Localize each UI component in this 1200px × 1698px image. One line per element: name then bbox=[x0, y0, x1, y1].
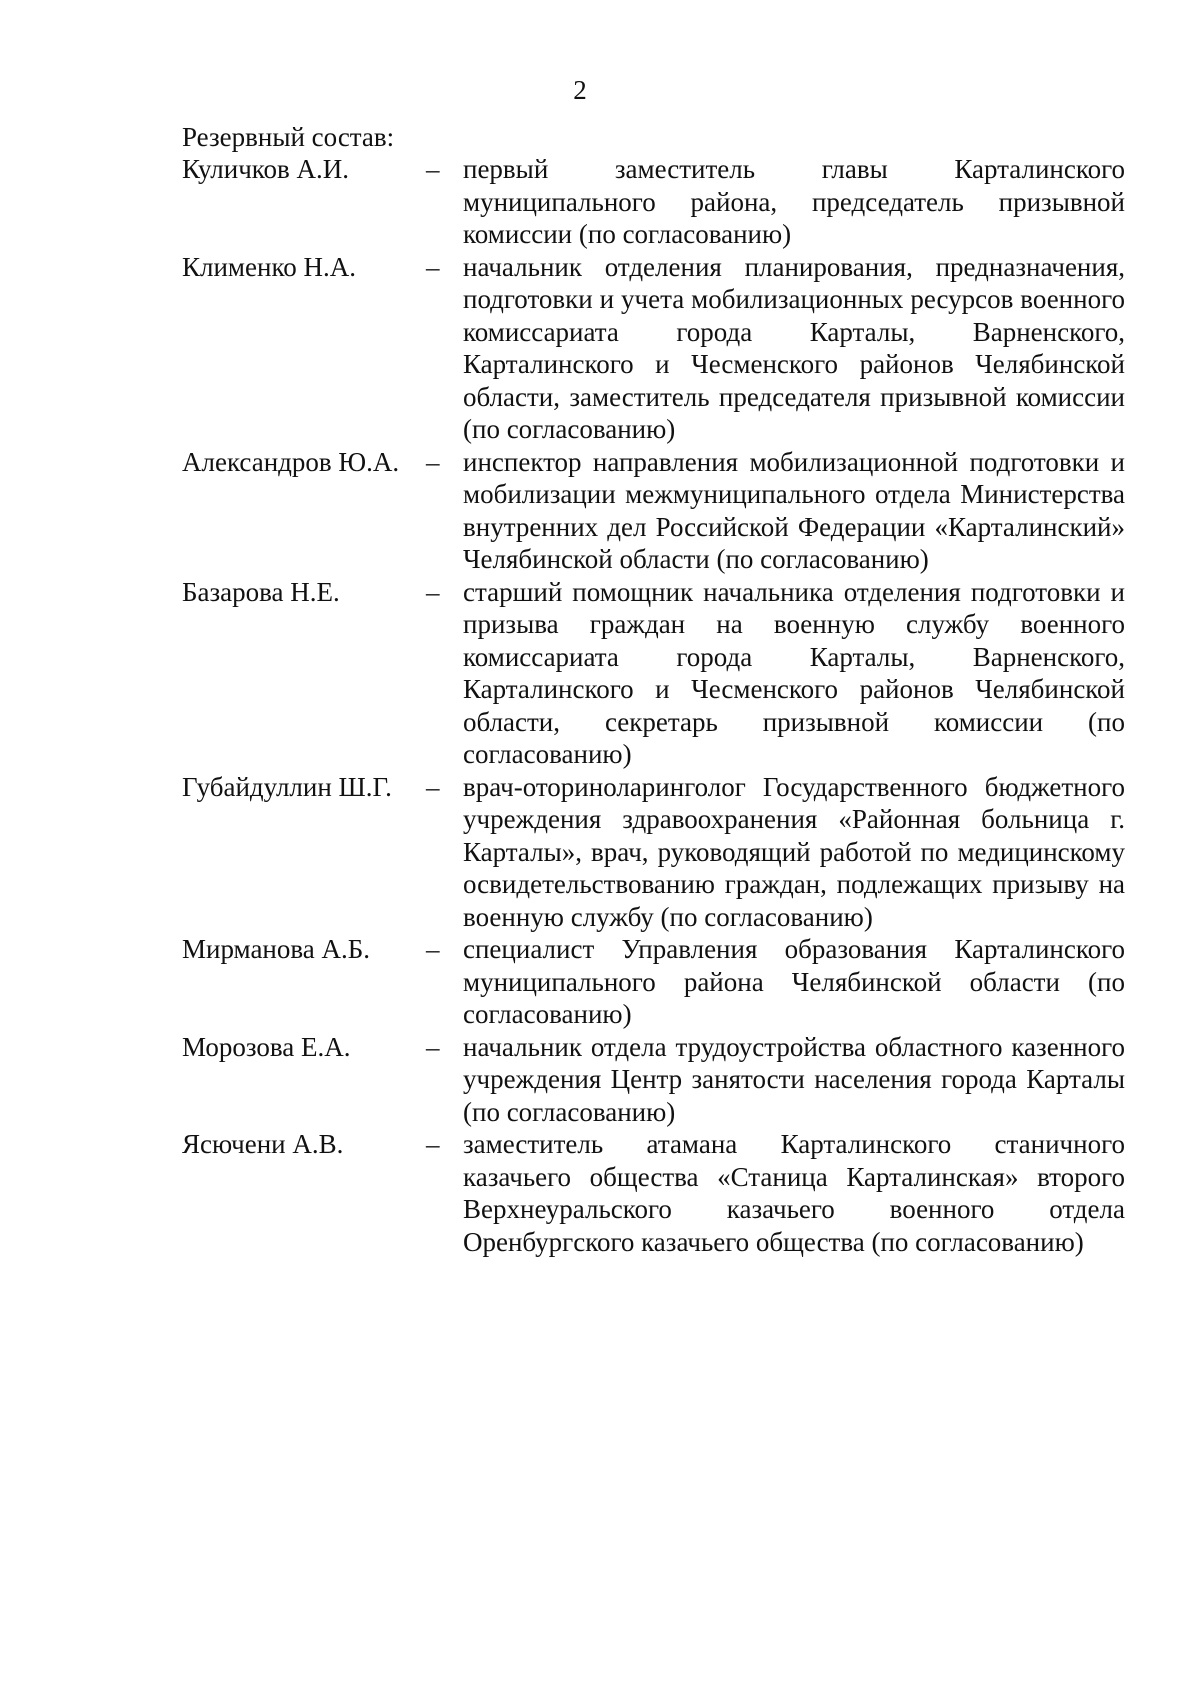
member-name: Морозова Е.А. bbox=[182, 1031, 351, 1062]
dash-separator: – bbox=[426, 771, 440, 802]
member-row bbox=[182, 153, 1125, 251]
page-number: 2 bbox=[573, 75, 587, 105]
member-row bbox=[182, 771, 1125, 934]
member-role: врач-оториноларинголог Государственного бюджетного учреждения здравоохранения «Районная больница г. Карталы», врач, руководящий работой по медицинскому освидетельствованию граждан, подлежащих призыву на военную службу (по согласованию) bbox=[463, 771, 1125, 932]
member-role: начальник отделения планирования, предназначения, подготовки и учета мобилизационных ресурсов военного комиссариата города Карталы, Варненского, Карталинского и Чесменского районов Челябинской области, заместитель председателя призывной комиссии (по согласованию) bbox=[463, 251, 1125, 444]
member-role: специалист Управления образования Карталинского муниципального района Челябинской области (по согласованию) bbox=[463, 934, 1125, 1029]
member-row bbox=[182, 1031, 1125, 1129]
member-name: Клименко Н.А. bbox=[182, 251, 356, 282]
member-name: Мирманова А.Б. bbox=[182, 934, 371, 964]
member-row bbox=[182, 1128, 1125, 1258]
member-list bbox=[182, 153, 1125, 1258]
member-role: заместитель атамана Карталинского станичного казачьего общества «Станица Карталинская» второго Верхнеуральского казачьего военного отдела Оренбургского казачьего общества (по согласованию) bbox=[463, 1129, 1125, 1257]
dash-separator: – bbox=[426, 576, 440, 607]
dash-separator: – bbox=[426, 154, 440, 184]
member-row bbox=[182, 446, 1125, 576]
dash-separator: – bbox=[426, 1129, 440, 1159]
section-title: Резервный состав: bbox=[182, 122, 395, 152]
member-name: Ясючени А.В. bbox=[182, 1129, 344, 1159]
member-role: первый заместитель главы Карталинского муниципального района, председатель призывной комиссии (по согласованию) bbox=[463, 154, 1125, 249]
member-name: Куличков А.И. bbox=[182, 154, 350, 184]
dash-separator: – bbox=[426, 446, 440, 477]
dash-separator: – bbox=[426, 934, 440, 964]
member-name: Губайдуллин Ш.Г. bbox=[182, 771, 392, 802]
member-role: инспектор направления мобилизационной подготовки и мобилизации межмуниципального отдела Министерства внутренних дел Российской Федерации «Карталинский» Челябинской области (по согласованию) bbox=[463, 446, 1125, 574]
member-name: Базарова Н.Е. bbox=[182, 576, 340, 607]
member-row bbox=[182, 933, 1125, 1031]
member-row bbox=[182, 251, 1125, 446]
member-row bbox=[182, 576, 1125, 771]
dash-separator: – bbox=[426, 251, 440, 282]
member-name: Александров Ю.А. bbox=[182, 446, 400, 477]
member-role: начальник отдела трудоустройства областного казенного учреждения Центр занятости населения города Карталы (по согласованию) bbox=[463, 1031, 1125, 1127]
member-role: старший помощник начальника отделения подготовки и призыва граждан на военную службу военного комиссариата города Карталы, Варненского, Карталинского и Чесменского районов Челябинской области, секретарь призывной комиссии (по согласованию) bbox=[463, 576, 1125, 769]
dash-separator: – bbox=[426, 1031, 440, 1062]
